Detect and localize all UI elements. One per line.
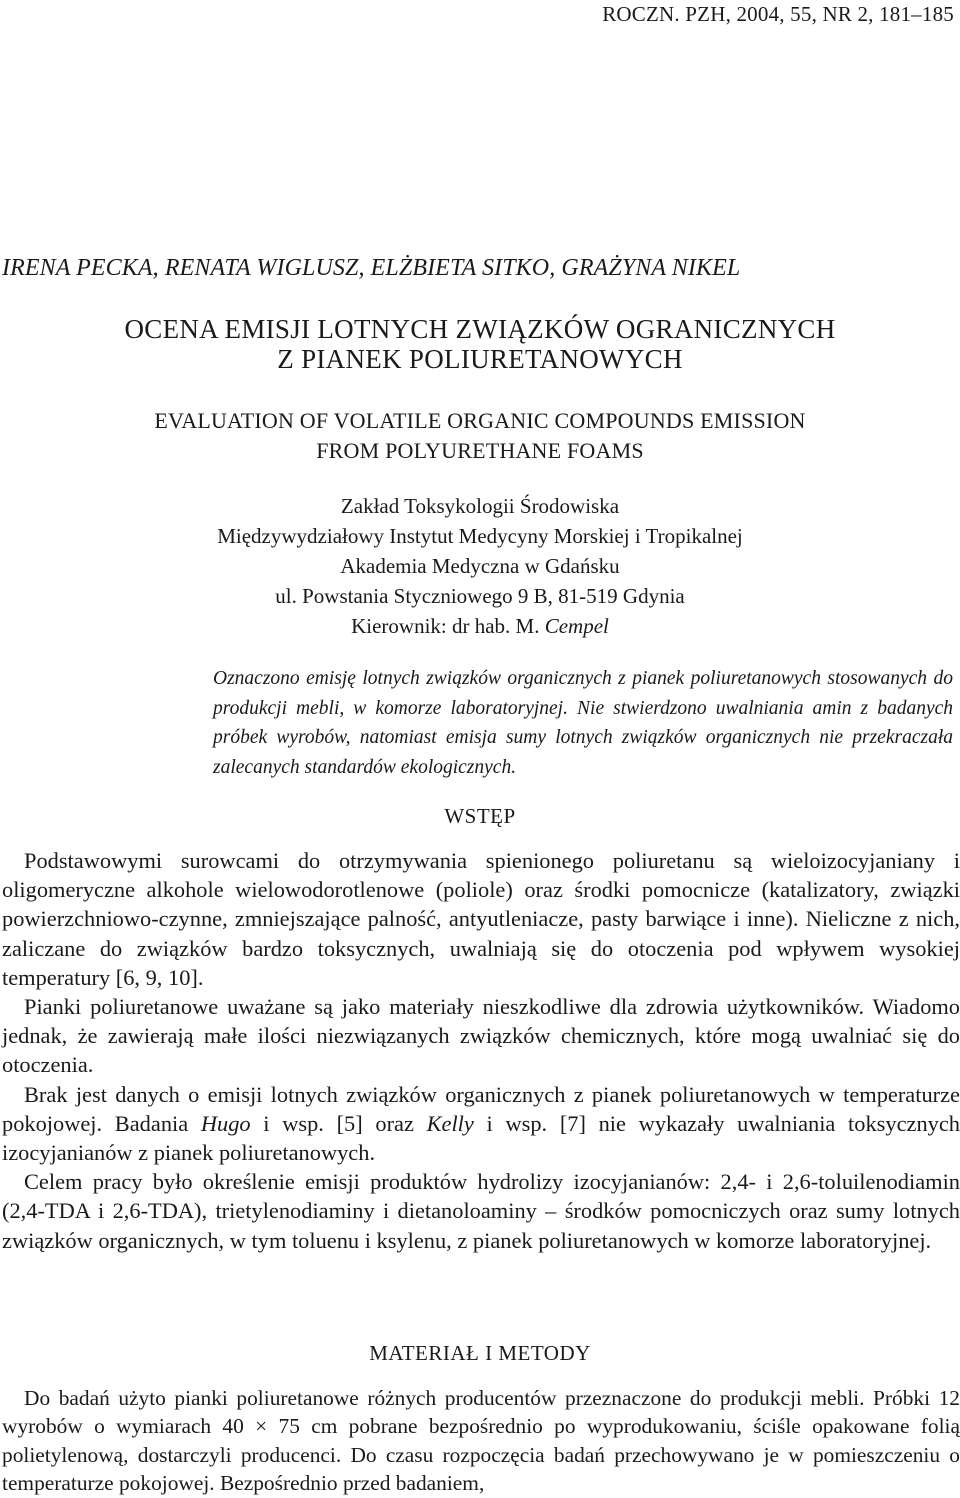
affiliation-head — [0, 611, 960, 641]
title-polish-line-1: OCENA EMISJI LOTNYCH ZWIĄZKÓW OGRANICZNYCH — [124, 314, 836, 344]
methods-body — [2, 1384, 960, 1498]
section-heading-intro: WSTĘP — [444, 804, 516, 828]
affiliation-institute: Międzywydziałowy Instytut Medycyny Morskiej i Tropikalnej — [217, 524, 743, 548]
author-kelly: Kelly — [426, 1110, 474, 1136]
affiliation-head-name: Cempel — [539, 614, 609, 638]
section-heading-methods: MATERIAŁ I METODY — [369, 1341, 591, 1365]
affiliation-address: ul. Powstania Styczniowego 9 B, 81-519 Gdynia — [275, 584, 685, 608]
journal-reference: ROCZN. PZH, 2004, 55, NR 2, 181–185 — [602, 2, 954, 26]
intro-paragraph-3-part-c: i wsp. [7] nie wykazały uwalniania toksycznych izocyjanianów z pianek poliuretanowych. — [2, 1110, 960, 1166]
title-english-line-1: EVALUATION OF VOLATILE ORGANIC COMPOUNDS EMISSION — [154, 408, 806, 433]
intro-paragraph-3-part-b: i wsp. [5] oraz — [250, 1110, 427, 1136]
title-english — [0, 406, 960, 466]
abstract: Oznaczono emisję lotnych związków organicznych z pianek poliuretanowych stosowanych do produkcji mebli, w komorze laboratoryjnej. Nie stwierdzono uwalniania amin z badanych próbek wyrobów, natomiast emisja sumy lotnych związków organicznych nie przekraczała zalecanych standardów ekologicznych. — [213, 668, 953, 778]
affiliation-head-prefix: Kierownik: dr hab. M. — [351, 614, 540, 638]
authors: IRENA PECKA, RENATA WIGLUSZ, ELŻBIETA SITKO, GRAŻYNA NIKEL — [2, 255, 741, 281]
title-english-line-2: FROM POLYURETHANE FOAMS — [316, 438, 644, 463]
title-polish — [0, 314, 960, 374]
affiliation — [0, 491, 960, 641]
author-hugo: Hugo — [200, 1110, 251, 1136]
title-polish-line-2: Z PIANEK POLIURETANOWYCH — [277, 344, 683, 374]
intro-paragraph-1: Podstawowymi surowcami do otrzymywania spienionego poliuretanu są wieloizocyjaniany i oligomeryczne alkohole wielowodorotlenowe (poliole) oraz środki pomocnicze (katalizatory, związki powierzchniowo-czynne, zmniejszające palność, antyutleniacze, pasty barwiące i inne). Nieliczne z nich, zaliczane do związków bardzo toksycznych, uwalniają się do otoczenia pod wpływem wysokiej temperatury [6, 9, 10]. — [2, 848, 960, 990]
intro-paragraph-2: Pianki poliuretanowe uważane są jako materiały nieszkodliwe dla zdrowia użytkowników. Wiadomo jednak, że zawierają małe ilości niezwiązanych związków chemicznych, które mogą uwalniać się do otoczenia. — [2, 994, 960, 1078]
affiliation-university: Akademia Medyczna w Gdańsku — [340, 554, 620, 578]
intro-body — [2, 846, 960, 1255]
intro-paragraph-4: Celem pracy było określenie emisji produktów hydrolizy izocyjanianów: 2,4- i 2,6-toluilenodiamin (2,4-TDA i 2,6-TDA), trietylenodiaminy i dietanoloaminy – środków pomocniczych oraz sumy lotnych związków organicznych, w tym toluenu i ksylenu, z pianek poliuretanowych w komorze laboratoryjnej. — [2, 1169, 960, 1253]
methods-paragraph-1: Do badań użyto pianki poliuretanowe różnych producentów przeznaczone do produkcji mebli. Próbki 12 wyrobów o wymiarach 40 × 75 cm pobrane bezpośrednio po wyprodukowaniu, ściśle opakowane folią polietylenową, dostarczyli producenci. Do czasu rozpoczęcia badań przechowywano je w pomieszczeniu o temperaturze pokojowej. Bezpośrednio przed badaniem, — [2, 1386, 960, 1496]
affiliation-department: Zakład Toksykologii Środowiska — [340, 494, 620, 518]
intro-paragraph-3-part-a: Brak jest danych o emisji lotnych związków organicznych z pianek poliuretanowych w temperaturze pokojowej. Badania — [2, 1081, 960, 1136]
intro-paragraph-3 — [2, 1080, 960, 1168]
